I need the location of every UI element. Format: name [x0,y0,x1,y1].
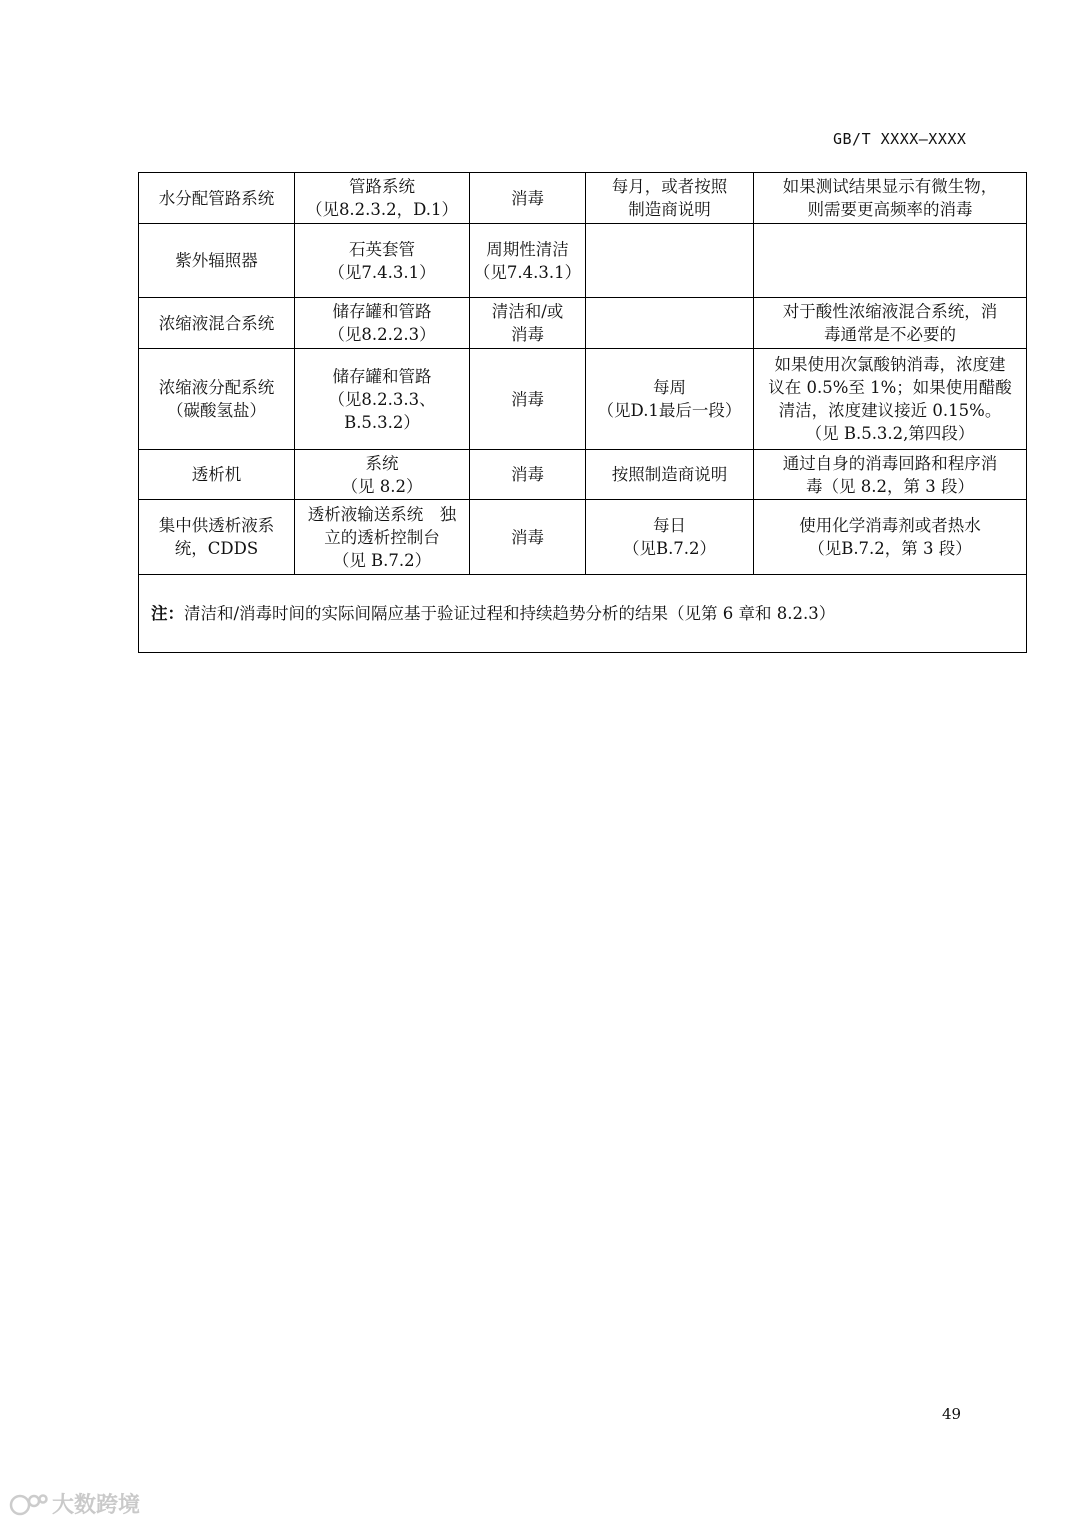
watermark [8,1488,140,1519]
table-row [139,298,1027,349]
watermark-logo-icon [8,1491,48,1517]
part-cell: 管路系统 （见8.2.3.2，D.1） [295,173,470,224]
action-cell: 清洁和/或 消毒 [470,298,586,349]
table-row [139,349,1027,450]
frequency-cell [586,298,754,349]
component-cell: 水分配管路系统 [139,173,295,224]
table-note [139,575,1027,653]
frequency-cell: 按照制造商说明 [586,450,754,500]
frequency-cell [586,224,754,298]
comment-cell: 如果使用次氯酸钠消毒，浓度建 议在 0.5%至 1%；如果使用醋酸 清洁，浓度建议接近 0.15%。 （见 B.5.3.2,第四段） [754,349,1027,450]
component-cell: 浓缩液混合系统 [139,298,295,349]
table-row [139,450,1027,500]
component-cell: 浓缩液分配系统 （碳酸氢盐） [139,349,295,450]
component-cell: 集中供透析液系 统，CDDS [139,500,295,575]
maintenance-table [138,172,1027,653]
table-row [139,500,1027,575]
part-cell: 石英套管 （见7.4.3.1） [295,224,470,298]
frequency-cell: 每周 （见D.1最后一段） [586,349,754,450]
table-row [139,224,1027,298]
frequency-cell: 每日 （见B.7.2） [586,500,754,575]
table-row [139,173,1027,224]
action-cell: 周期性清洁 （见7.4.3.1） [470,224,586,298]
part-cell: 储存罐和管路 （见8.2.2.3） [295,298,470,349]
note-row [139,575,1027,653]
component-cell: 透析机 [139,450,295,500]
note-text: 清洁和/消毒时间的实际间隔应基于验证过程和持续趋势分析的结果（见第 6 章和 8.2.3） [184,604,836,623]
comment-cell: 使用化学消毒剂或者热水 （见B.7.2，第 3 段） [754,500,1027,575]
frequency-cell: 每月，或者按照 制造商说明 [586,173,754,224]
action-cell: 消毒 [470,500,586,575]
action-cell: 消毒 [470,349,586,450]
comment-cell: 如果测试结果显示有微生物， 则需要更高频率的消毒 [754,173,1027,224]
action-cell: 消毒 [470,450,586,500]
watermark-text: 大数跨境 [52,1493,141,1518]
page-number: 49 [942,1405,962,1423]
part-cell: 系统 （见 8.2） [295,450,470,500]
note-label: 注： [151,604,184,623]
document-code: GB/T XXXX—XXXX [833,130,967,148]
comment-cell: 对于酸性浓缩液混合系统，消 毒通常是不必要的 [754,298,1027,349]
part-cell: 储存罐和管路 （见8.2.3.3、 B.5.3.2） [295,349,470,450]
action-cell: 消毒 [470,173,586,224]
comment-cell: 通过自身的消毒回路和程序消 毒（见 8.2，第 3 段） [754,450,1027,500]
comment-cell [754,224,1027,298]
part-cell: 透析液输送系统 独 立的透析控制台 （见 B.7.2） [295,500,470,575]
component-cell: 紫外辐照器 [139,224,295,298]
